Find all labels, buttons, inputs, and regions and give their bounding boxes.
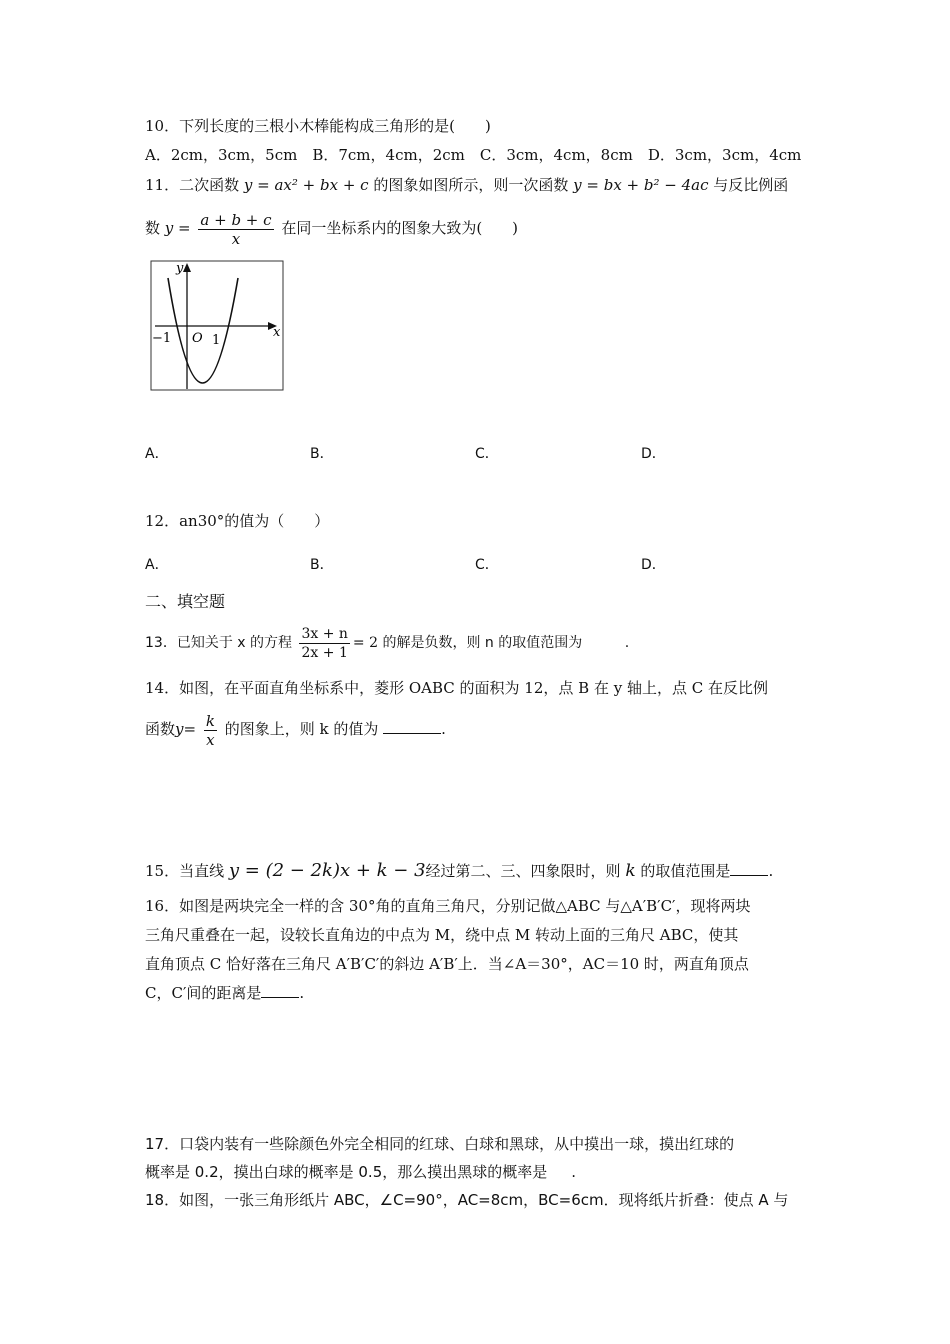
- q12-option-a[interactable]: A．: [145, 557, 169, 573]
- q11-number: 11．: [145, 176, 180, 194]
- q16-end: .: [299, 984, 305, 1002]
- q18-number: 18．: [145, 1191, 180, 1209]
- q15-text-c: 的取值范围是: [640, 862, 731, 880]
- q14-number: 14．: [145, 679, 180, 697]
- q14-fraction: [204, 712, 217, 749]
- q14-stem-line2: [145, 708, 446, 750]
- origin-label: O: [192, 331, 203, 346]
- q13-stem: [145, 622, 629, 664]
- y-axis-arrow: [183, 263, 191, 272]
- q17-text-1: 口袋内装有一些除颜色外完全相同的红球、白球和黑球，从中摸出一球，摸出红球的: [179, 1135, 735, 1153]
- q14-answer-blank[interactable]: [383, 719, 441, 734]
- q13-fraction: [299, 625, 349, 662]
- q17-text-2: 概率是 0.2，摸出白球的概率是 0.5，那么摸出黑球的概率是: [145, 1163, 548, 1181]
- q13-number: 13．: [145, 635, 177, 651]
- q12-option-c[interactable]: C．: [475, 557, 499, 573]
- q14-frac-num: k: [205, 711, 215, 730]
- q15-end: .: [768, 862, 774, 880]
- q11-text-e: 在同一坐标系内的图象大致为( ): [281, 219, 519, 237]
- q10-number: 10．: [145, 117, 180, 135]
- q11-text-a: 二次函数: [179, 176, 240, 194]
- q16-text-4: C，C′间的距离是: [145, 984, 262, 1002]
- q11-frac-den: x: [231, 229, 241, 248]
- q17-answer-blank[interactable]: [547, 1163, 571, 1177]
- q10-stem: [145, 116, 491, 136]
- q12-number: 12．: [145, 512, 180, 530]
- q13-frac-den: 2x + 1: [301, 644, 348, 661]
- q15-expression: y = (2 − 2k)x + k − 3: [228, 860, 426, 881]
- q17-line2: [145, 1162, 576, 1182]
- q15-answer-blank[interactable]: [730, 861, 768, 876]
- q17-end: .: [571, 1163, 577, 1181]
- q13-frac-num: 3x + n: [301, 625, 348, 642]
- tick-one: 1: [212, 333, 221, 348]
- q11-frac-num: a + b + c: [200, 210, 272, 229]
- q11-stem-line1: [145, 175, 788, 195]
- q11-option-c[interactable]: C．: [475, 446, 499, 462]
- q11-option-a[interactable]: A．: [145, 446, 169, 462]
- q13-end: .: [624, 635, 630, 651]
- q11-fraction: [198, 211, 273, 248]
- q13-answer-blank[interactable]: [587, 633, 625, 647]
- q13-text-a: 已知关于 x 的方程: [176, 635, 293, 651]
- q14-end: .: [441, 720, 446, 738]
- q18-line1: [145, 1190, 788, 1210]
- q16-line3: 直角顶点 C 恰好落在三角尺 A′B′C′的斜边 A′B′上．当∠A＝30°，AC＝10 时，两直角顶点: [145, 955, 749, 973]
- q15-number: 15．: [145, 862, 180, 880]
- q13-text-b: 的解是负数，则 n 的取值范围为: [382, 635, 583, 651]
- q16-line2: 三角尺重叠在一起，设较长直角边的中点为 M，绕中点 M 转动上面的三角尺 ABC，使其: [145, 926, 739, 944]
- q12-stem: [145, 511, 329, 531]
- q14-text-a: 函数: [145, 720, 176, 738]
- section-title-fill-in: 二、填空题: [145, 592, 226, 611]
- q13-rhs: = 2: [352, 635, 379, 651]
- q14-y-eq: y=: [175, 720, 197, 738]
- tick-neg-one: −1: [152, 331, 172, 346]
- q16-text-1: 如图是两块完全一样的含 30°角的直角三角尺，分别记做△ABC 与△A′B′C′，现将两块: [179, 897, 751, 915]
- q12-text: an30°的值为（ ）: [179, 512, 330, 530]
- y-axis-label: y: [176, 261, 184, 276]
- x-axis-label: x: [273, 325, 281, 340]
- q15-k: k: [625, 861, 636, 881]
- q16-answer-blank[interactable]: [261, 983, 299, 998]
- q11-quadratic: y = ax² + bx + c: [243, 176, 369, 194]
- q15-text-b: 经过第二、三、四象限时，则: [425, 862, 621, 880]
- q14-frac-den: x: [206, 730, 215, 749]
- q11-text-d: 数: [145, 219, 161, 237]
- q17-number: 17．: [145, 1135, 180, 1153]
- q11-option-d[interactable]: D．: [641, 446, 666, 462]
- q10-options: A．2cm，3cm，5cm B．7cm，4cm，2cm C．3cm，4cm，8cm D．3cm，3cm，4cm: [145, 146, 802, 164]
- q11-y-eq: y =: [164, 219, 191, 237]
- q15-stem: [145, 856, 773, 886]
- q12-option-b[interactable]: B．: [310, 557, 334, 573]
- q11-stem-line2: [145, 208, 518, 248]
- q16-line4: [145, 983, 304, 1003]
- q11-option-b[interactable]: B．: [310, 446, 334, 462]
- q11-parabola-figure: [150, 260, 285, 392]
- q16-number: 16．: [145, 897, 180, 915]
- q10-text: 下列长度的三根小木棒能构成三角形的是( ): [179, 117, 491, 135]
- q11-text-c: 与反比例函: [713, 176, 789, 194]
- q11-text-b: 的图象如图所示，则一次函数: [373, 176, 569, 194]
- q17-line1: [145, 1134, 734, 1154]
- q14-text-b: 的图象上，则 k 的值为: [224, 720, 379, 738]
- q12-option-d[interactable]: D．: [641, 557, 666, 573]
- q15-text-a: 当直线: [179, 862, 225, 880]
- q16-line1: [145, 896, 750, 916]
- q11-linear: y = bx + b² − 4ac: [573, 176, 709, 194]
- q14-text-1: 如图，在平面直角坐标系中，菱形 OABC 的面积为 12，点 B 在 y 轴上，点 C 在反比例: [179, 679, 768, 697]
- parabola-curve: [168, 278, 238, 383]
- q18-text-1: 如图，一张三角形纸片 ABC，∠C=90°，AC=8cm，BC=6cm．现将纸片折叠：使点 A 与: [179, 1191, 789, 1209]
- q14-stem-line1: [145, 678, 768, 698]
